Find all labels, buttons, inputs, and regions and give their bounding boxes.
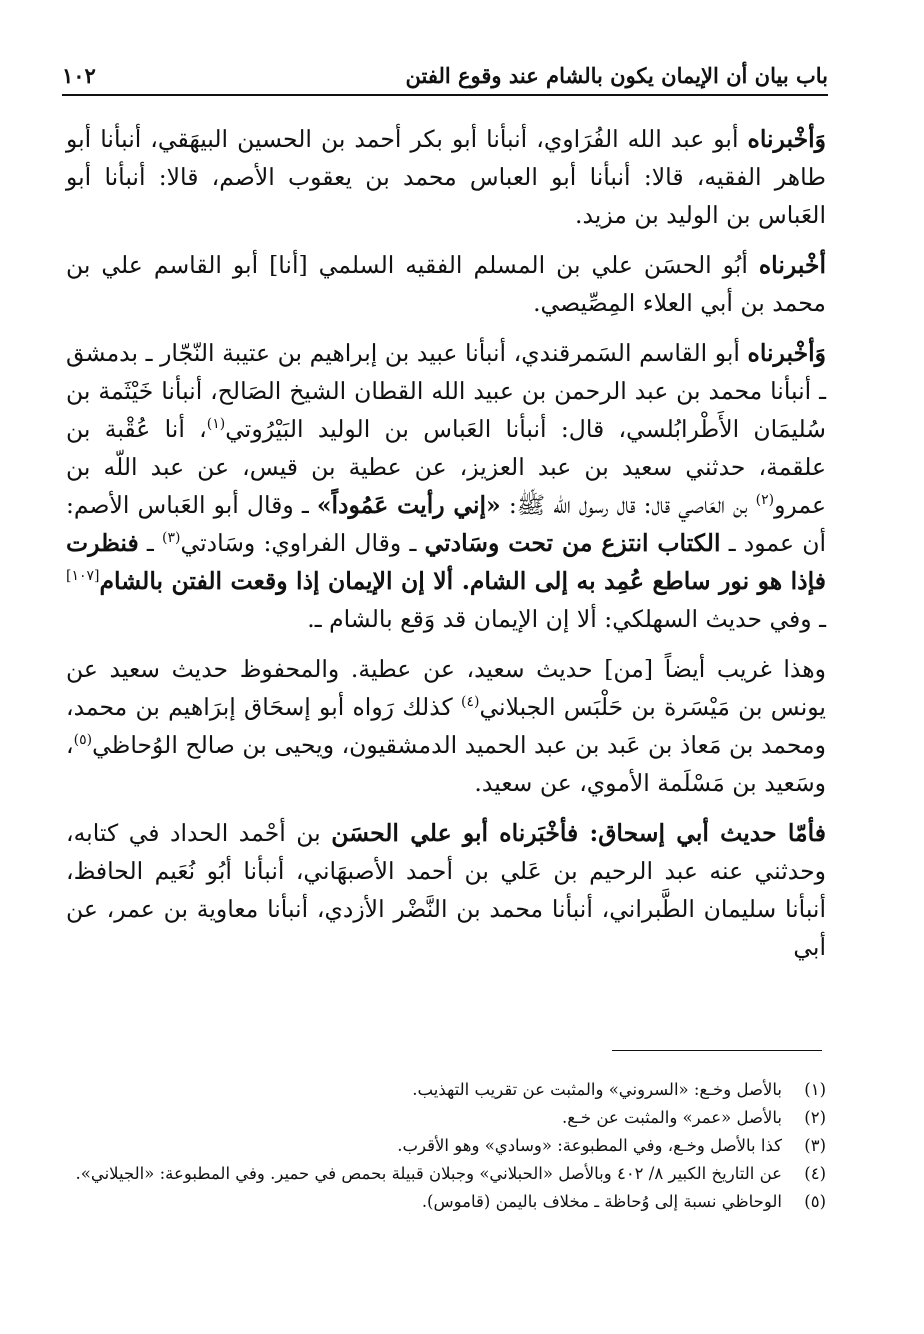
paragraph-lead: وَأخْبرناه	[747, 125, 826, 153]
hadith-text: فنظرت فإذا هو نور ساطع عُمِد به إلى الشام. ألا إن الإيمان إذا وقعت الفتن بالشام	[66, 529, 826, 595]
paragraph-text: وهذا غريب أيضاً [من] حديث سعيد، عن عطية. والمحفوظ حديث سعيد عن يونس بن مَيْسَرة بن حَلْبَس الجبلاني	[66, 655, 826, 721]
paragraph-text: أبو عبد الله الفُرَاوي، أنبأنا أبو بكر أحمد بن الحسين البيهَقي، أنبأنا أبو طاهر الفقيه، قالا: أنبأنا أبو العباس محمد بن يعقوب الأصم، قالا: أنبأنا أبو العَباس بن الوليد بن مزيد.	[66, 125, 826, 229]
main-text	[66, 120, 826, 978]
footnote-number: (٥)	[804, 1192, 826, 1211]
footnote-number: (٢)	[804, 1108, 826, 1127]
paragraph-text: ـ وقال أبو العَباس الأصم: أن عمود ـ	[66, 491, 826, 557]
paragraph-text: ـ	[138, 529, 163, 557]
hadith-text: الكتاب انتزع من تحت وسَادتي	[424, 529, 721, 557]
footnote-separator	[612, 1050, 822, 1051]
paragraph-text: بن العَاصي قال: قال رسول الله ﷺ:	[500, 491, 756, 519]
footnote-ref: (١)	[206, 416, 226, 433]
page-header	[62, 56, 828, 96]
footnote-1	[66, 1076, 826, 1104]
footnote-4	[66, 1160, 826, 1188]
footnote-number: (٣)	[804, 1136, 826, 1155]
paragraph-2	[66, 246, 826, 322]
running-title: باب بيان أن الإيمان يكون بالشام عند وقوع الفتن	[405, 63, 828, 88]
paragraph-3	[66, 334, 826, 638]
paragraph-lead: وَأخْبرناه	[747, 339, 826, 367]
paragraph-lead: فأمّا حديث أبي إسحاق: فأخْبَرناه أبو علي الحسَن	[331, 819, 826, 847]
paragraph-text: ، أنا عُقْبة بن علقمة، حدثني سعيد بن عبد العزيز، عن عطية بن قيس، عن عبد اللّه بن عمرو	[66, 415, 826, 519]
hadith-text: «إني رأيت عَمُوداً»	[316, 491, 501, 519]
paragraph-text: أبُو الحسَن علي بن المسلم الفقيه السلمي [أنا] أبو القاسم علي بن محمد بن أبي العلاء المِصِّيصي.	[66, 251, 826, 317]
footnote-ref: (٢)	[755, 492, 775, 509]
paragraph-4	[66, 650, 826, 802]
footnote-text: الوحاظي نسبة إلى وُحاظة ـ مخلاف باليمن (قاموس).	[421, 1192, 782, 1211]
paragraph-lead: أخْبرناه	[758, 251, 826, 279]
footnote-3	[66, 1132, 826, 1160]
paragraph-text: كذلك رَواه أبو إسحَاق إبرَاهيم بن محمد، ومحمد بن مَعاذ بن عَبد بن عبد الحميد الدمشقيون، ويحيى بن صالح الوُحاظي	[66, 693, 826, 759]
footnote-ref: (٣)	[162, 530, 181, 547]
source-ref: [١٠٧]	[66, 568, 100, 585]
page-number: ١٠٢	[62, 63, 96, 88]
footnote-text: عن التاريخ الكبير ٨/ ٤٠٢ وبالأصل «الحبلاني» وجبلان قبيلة بحمص في حمير. وفي المطبوعة: «الجيلاني».	[75, 1164, 782, 1183]
footnote-ref: (٤)	[460, 694, 480, 711]
paragraph-5	[66, 814, 826, 966]
paragraph-text: بن أحْمد الحداد في كتابه، وحدثني عنه عبد الرحيم بن عَلي بن أحمد الأصبهَاني، أنبأنا أبُو نُعَيم الحافظ، أنبأنا سليمان الطَّبراني، أنبأنا محمد بن النَّضْر الأزدي، أنبأنا معاوية بن عمر، عن أبي	[66, 819, 826, 961]
footnote-number: (١)	[804, 1080, 826, 1099]
footnote-text: بالأصل وخـع: «السروني» والمثبت عن تقريب التهذيب.	[412, 1080, 782, 1099]
paragraph-text: أبو القاسم السَمرقندي، أنبأنا عبيد بن إبراهيم بن عتيبة النّجّار ـ بدمشق ـ أنبأنا محمد بن عبد الرحمن بن عبيد الله القطان الشيخ الصَالح، أنبأنا خَيْثَمة بن سُليمَان الأَطْرابُلسي، قال: أنبأنا العَباس بن الوليد البَيْرُوتي	[66, 339, 826, 443]
footnotes	[66, 1076, 826, 1216]
paragraph-text: ـ وفي حديث السهلكي: ألا إن الإيمان قد وَقع بالشام ـ.	[307, 605, 826, 633]
footnote-5	[66, 1188, 826, 1216]
footnote-text: بالأصل «عمر» والمثبت عن خـع.	[562, 1108, 782, 1127]
paragraph-text: ، وسَعيد بن مَسْلَمة الأموي، عن سعيد.	[66, 731, 826, 797]
paragraph-1	[66, 120, 826, 234]
footnote-text: كذا بالأصل وخـع، وفي المطبوعة: «وسادي» وهو الأقرب.	[397, 1136, 782, 1155]
footnote-number: (٤)	[804, 1164, 826, 1183]
footnote-ref: (٥)	[73, 732, 93, 749]
footnote-2	[66, 1104, 826, 1132]
paragraph-text: ـ وقال الفراوي: وسَادتي	[180, 529, 425, 557]
